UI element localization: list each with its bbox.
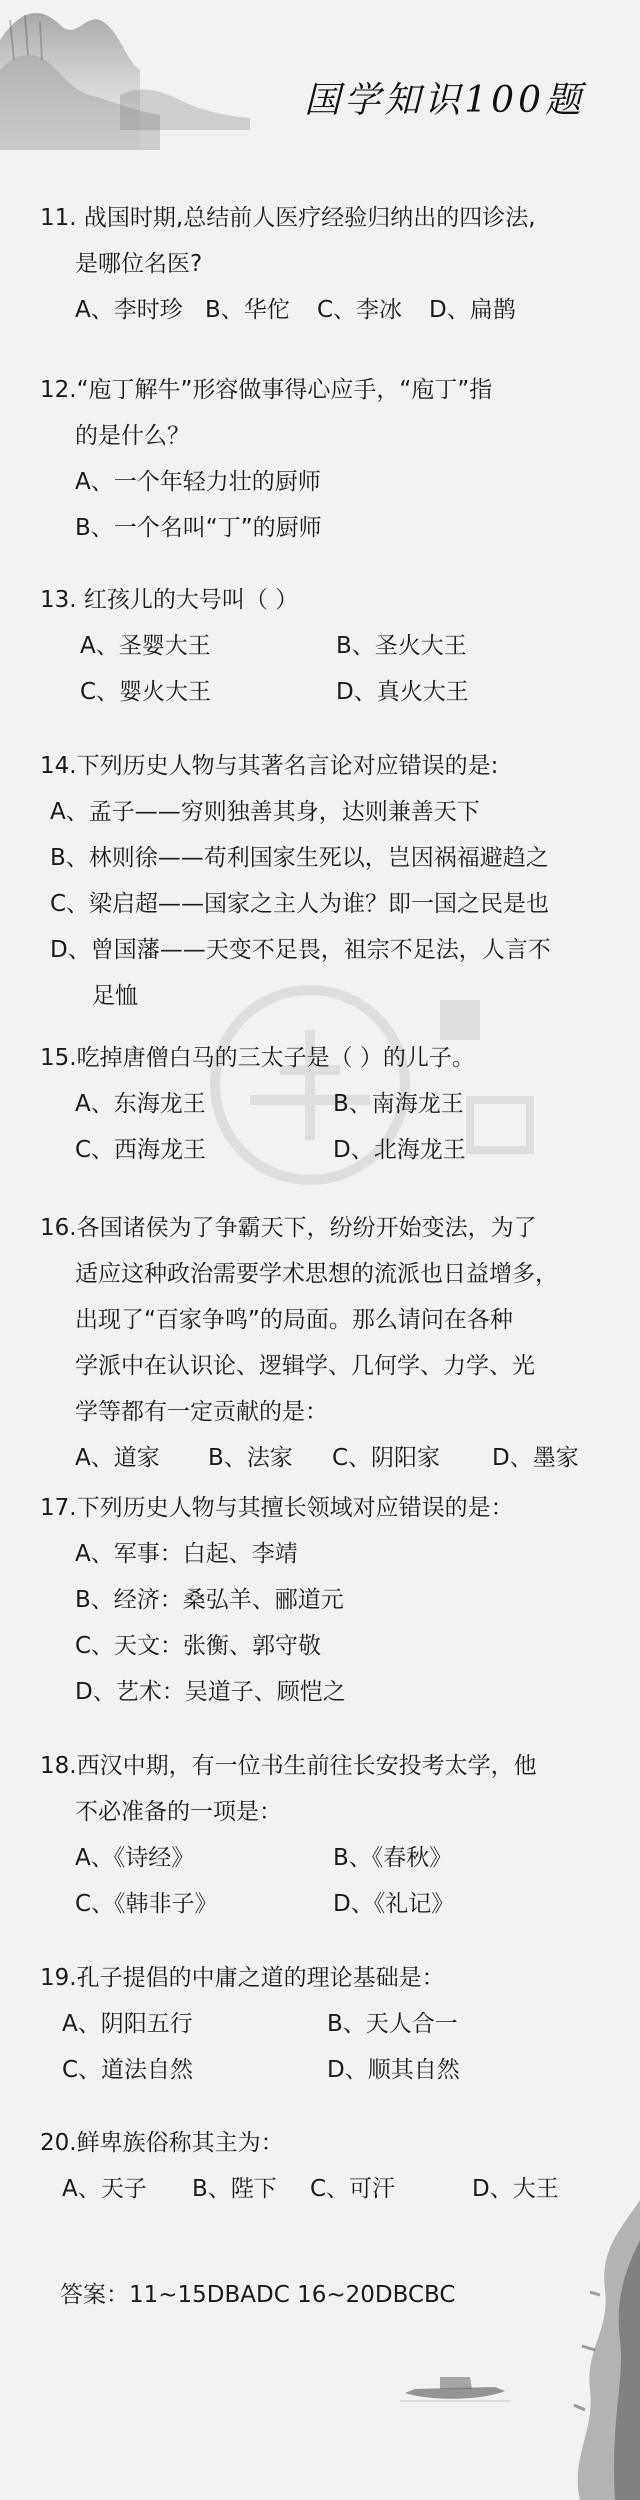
- option-c: C、《韩非子》: [75, 1891, 218, 1917]
- option-d: D、顺其自然: [327, 2057, 460, 2083]
- option-a: A、天子: [62, 2176, 147, 2202]
- question-text: 14.下列历史人物与其著名言论对应错误的是:: [40, 753, 499, 779]
- question-text: 学派中在认识论、逻辑学、几何学、力学、光: [75, 1353, 535, 1379]
- option-c: C、梁启超——国家之主人为谁？即一国之民是也: [50, 891, 550, 917]
- question-12: [40, 367, 620, 551]
- question-text: 出现了“百家争鸣”的局面。那么请问在各种: [75, 1307, 513, 1333]
- options-row: [40, 287, 620, 333]
- option-d: D、北海龙王: [333, 1137, 466, 1163]
- options-row: [40, 623, 620, 669]
- question-16: [40, 1205, 620, 1481]
- question-text: 学等都有一定贡献的是：: [75, 1399, 328, 1425]
- option-b: B、一个名叫“丁”的厨师: [75, 515, 322, 541]
- option-a: A、一个年轻力壮的厨师: [75, 469, 321, 495]
- question-18: [40, 1743, 620, 1927]
- option-d: D、墨家: [492, 1445, 579, 1471]
- options-row: [40, 2047, 620, 2093]
- option-b: B、陛下: [192, 2176, 277, 2202]
- option-a: A、军事：白起、李靖: [75, 1541, 298, 1567]
- option-b: B、华佗: [205, 297, 290, 323]
- option-d-continued: 足恤: [92, 983, 138, 1009]
- question-text: 适应这种政治需要学术思想的流派也日益增多，: [75, 1261, 558, 1287]
- option-d: D、曾国藩——天变不足畏，祖宗不足法，人言不: [50, 937, 551, 963]
- option-c: C、李冰: [317, 297, 403, 323]
- option-b: B、林则徐——苟利国家生死以，岂因祸福避趋之: [50, 845, 549, 871]
- option-a: A、李时珍: [75, 297, 183, 323]
- options-row: [40, 1081, 620, 1127]
- page-title: 国学知识100题: [304, 80, 585, 121]
- option-d: D、扁鹊: [429, 297, 516, 323]
- options-row: [40, 1835, 620, 1881]
- option-a: A、《诗经》: [75, 1845, 195, 1871]
- option-c: C、道法自然: [62, 2057, 194, 2083]
- option-d: D、艺术：吴道子、顾恺之: [75, 1679, 346, 1705]
- option-d: D、大王: [472, 2176, 559, 2202]
- boat-decoration: [400, 2365, 510, 2405]
- option-b: B、《春秋》: [333, 1845, 453, 1871]
- question-14: [40, 743, 620, 1019]
- question-11: [40, 195, 620, 333]
- option-d: D、真火大王: [336, 679, 469, 705]
- question-text: 13. 红孩儿的大号叫（ ）: [40, 587, 299, 613]
- options-row: [40, 1435, 620, 1481]
- option-c: C、阴阳家: [332, 1445, 441, 1471]
- option-b: B、天人合一: [327, 2011, 458, 2037]
- option-c: C、可汗: [310, 2176, 396, 2202]
- option-a: A、阴阳五行: [62, 2011, 193, 2037]
- options-row: [40, 2001, 620, 2047]
- question-text: 12.“庖丁解牛”形容做事得心应手，“庖丁”指: [40, 377, 493, 403]
- options-row: [40, 669, 620, 715]
- question-text: 不必准备的一项是：: [75, 1799, 282, 1825]
- option-b: B、经济：桑弘羊、郦道元: [75, 1587, 344, 1613]
- option-a: A、孟子——穷则独善其身，达则兼善天下: [50, 799, 480, 825]
- question-17: [40, 1485, 620, 1715]
- question-text: 11. 战国时期,总结前人医疗经验归纳出的四诊法,: [40, 205, 536, 231]
- option-b: B、南海龙王: [333, 1091, 464, 1117]
- question-text: 17.下列历史人物与其擅长领域对应错误的是：: [40, 1495, 514, 1521]
- question-text: 是哪位名医?: [75, 251, 203, 277]
- option-a: A、圣婴大王: [80, 633, 211, 659]
- question-text: 的是什么？: [75, 423, 190, 449]
- question-15: [40, 1035, 620, 1173]
- question-text: 16.各国诸侯为了争霸天下，纷纷开始变法，为了: [40, 1215, 537, 1241]
- option-c: C、婴火大王: [80, 679, 212, 705]
- question-13: [40, 577, 620, 715]
- option-a: A、东海龙王: [75, 1091, 206, 1117]
- option-c: C、西海龙王: [75, 1137, 207, 1163]
- option-b: B、法家: [208, 1445, 293, 1471]
- option-c: C、天文：张衡、郭守敬: [75, 1633, 322, 1659]
- question-text: 15.吃掉唐僧白马的三太子是（ ）的儿子。: [40, 1045, 475, 1071]
- question-20: [40, 2120, 620, 2212]
- question-text: 19.孔子提倡的中庸之道的理论基础是：: [40, 1965, 445, 1991]
- options-row: [40, 1127, 620, 1173]
- question-19: [40, 1955, 620, 2093]
- option-a: A、道家: [75, 1445, 160, 1471]
- question-text: 20.鲜卑族俗称其主为：: [40, 2130, 284, 2156]
- question-text: 18.西汉中期，有一位书生前往长安投考太学，他: [40, 1753, 537, 1779]
- answer-key: 答案：11~15DBADC 16~20DBCBC: [60, 2282, 456, 2308]
- options-row: [40, 1881, 620, 1927]
- ink-cliff-decoration: [530, 2200, 640, 2500]
- option-d: D、《礼记》: [333, 1891, 455, 1917]
- ink-landscape-decoration: [0, 0, 260, 150]
- option-b: B、圣火大王: [336, 633, 467, 659]
